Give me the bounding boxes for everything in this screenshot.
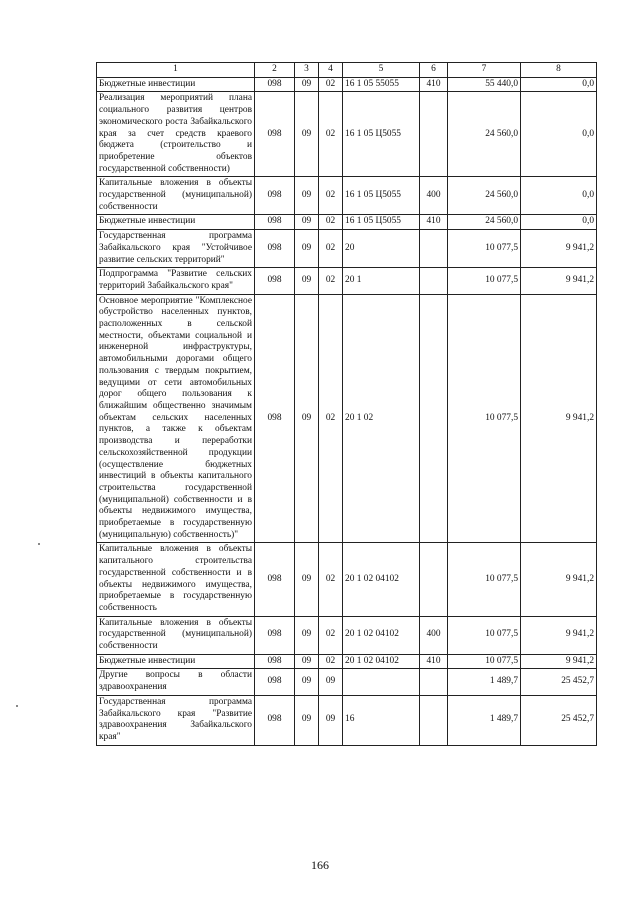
section-code-cell: 09 — [295, 77, 319, 92]
expense-type-cell — [420, 294, 448, 543]
column-number: 6 — [420, 63, 448, 78]
admin-code-cell: 098 — [255, 230, 295, 268]
row-name-cell: Капитальные вложения в объекты капитального строительства государственной собственности и в объекты недвижимого имущества, приобретаемые в государственную собственность — [97, 543, 255, 616]
target-article-cell: 20 1 02 — [343, 294, 420, 543]
amount-year2-cell: 25 452,7 — [521, 695, 597, 745]
admin-code-cell: 098 — [255, 294, 295, 543]
amount-year2-cell: 9 941,2 — [521, 543, 597, 616]
amount-year2-cell: 0,0 — [521, 177, 597, 215]
amount-year1-cell: 24 560,0 — [448, 92, 521, 177]
subsection-code-cell: 02 — [319, 77, 343, 92]
amount-year1-cell: 10 077,5 — [448, 616, 521, 654]
expense-type-cell: 410 — [420, 77, 448, 92]
row-name-cell: Основное мероприятие "Комплексное обустройство населенных пунктов, расположенных в сельской местности, объектами социальной и инженерной инфраструктуры, автомобильными дорогами общего пользования с твердым покрытием, ведущими от сети автомобильных дорог общего пользования к ближайшим общественно значимым объектам сельских населенных пунктов, а также к объектам производства и переработки сельскохозяйственной продукции (осуществление бюджетных инвестиций в объекты капитального строительства государственной (муниципальной) собственности и в объекты недвижимого имущества, приобретаемые в государственную (муниципальную) собственность)" — [97, 294, 255, 543]
column-number: 5 — [343, 63, 420, 78]
row-name-cell: Бюджетные инвестиции — [97, 215, 255, 230]
scan-mark — [16, 705, 18, 707]
table-row — [97, 616, 597, 654]
column-number: 1 — [97, 63, 255, 78]
column-number: 8 — [521, 63, 597, 78]
row-name-cell: Капитальные вложения в объекты государственной (муниципальной) собственности — [97, 616, 255, 654]
admin-code-cell: 098 — [255, 177, 295, 215]
subsection-code-cell: 09 — [319, 695, 343, 745]
section-code-cell: 09 — [295, 695, 319, 745]
subsection-code-cell: 02 — [319, 654, 343, 669]
subsection-code-cell: 02 — [319, 92, 343, 177]
column-number: 7 — [448, 63, 521, 78]
amount-year1-cell: 1 489,7 — [448, 669, 521, 695]
row-name-cell: Бюджетные инвестиции — [97, 77, 255, 92]
amount-year2-cell: 0,0 — [521, 215, 597, 230]
subsection-code-cell: 09 — [319, 669, 343, 695]
target-article-cell: 16 1 05 Ц5055 — [343, 92, 420, 177]
amount-year2-cell: 9 941,2 — [521, 230, 597, 268]
admin-code-cell: 098 — [255, 543, 295, 616]
amount-year1-cell: 10 077,5 — [448, 654, 521, 669]
section-code-cell: 09 — [295, 294, 319, 543]
row-name-cell: Бюджетные инвестиции — [97, 654, 255, 669]
subsection-code-cell: 02 — [319, 230, 343, 268]
target-article-cell: 20 1 02 04102 — [343, 616, 420, 654]
section-code-cell: 09 — [295, 268, 319, 294]
amount-year2-cell: 0,0 — [521, 92, 597, 177]
subsection-code-cell: 02 — [319, 543, 343, 616]
amount-year2-cell: 0,0 — [521, 77, 597, 92]
admin-code-cell: 098 — [255, 669, 295, 695]
table-row — [97, 77, 597, 92]
expense-type-cell — [420, 230, 448, 268]
amount-year2-cell: 9 941,2 — [521, 654, 597, 669]
row-name-cell: Подпрограмма "Развитие сельских территорий Забайкальского края" — [97, 268, 255, 294]
amount-year1-cell: 24 560,0 — [448, 215, 521, 230]
subsection-code-cell: 02 — [319, 177, 343, 215]
amount-year1-cell: 10 077,5 — [448, 294, 521, 543]
table-row — [97, 294, 597, 543]
section-code-cell: 09 — [295, 543, 319, 616]
expense-type-cell — [420, 543, 448, 616]
table-row — [97, 654, 597, 669]
amount-year1-cell: 24 560,0 — [448, 177, 521, 215]
row-name-cell: Государственная программа Забайкальского края "Устойчивое развитие сельских территорий" — [97, 230, 255, 268]
table-row — [97, 669, 597, 695]
row-name-cell: Капитальные вложения в объекты государственной (муниципальной) собственности — [97, 177, 255, 215]
column-number: 4 — [319, 63, 343, 78]
admin-code-cell: 098 — [255, 77, 295, 92]
target-article-cell: 20 1 02 04102 — [343, 543, 420, 616]
table-row — [97, 543, 597, 616]
table-row — [97, 215, 597, 230]
section-code-cell: 09 — [295, 654, 319, 669]
section-code-cell: 09 — [295, 616, 319, 654]
section-code-cell: 09 — [295, 230, 319, 268]
amount-year1-cell: 1 489,7 — [448, 695, 521, 745]
admin-code-cell: 098 — [255, 92, 295, 177]
table-row — [97, 92, 597, 177]
expense-type-cell — [420, 268, 448, 294]
column-number: 2 — [255, 63, 295, 78]
subsection-code-cell: 02 — [319, 616, 343, 654]
target-article-cell — [343, 669, 420, 695]
table-row — [97, 268, 597, 294]
section-code-cell: 09 — [295, 177, 319, 215]
admin-code-cell: 098 — [255, 215, 295, 230]
target-article-cell: 16 — [343, 695, 420, 745]
row-name-cell: Государственная программа Забайкальского края "Развитие здравоохранения Забайкальского края" — [97, 695, 255, 745]
table-row — [97, 230, 597, 268]
expense-type-cell: 400 — [420, 616, 448, 654]
target-article-cell: 20 1 02 04102 — [343, 654, 420, 669]
budget-table — [96, 62, 597, 746]
table-row — [97, 695, 597, 745]
row-name-cell: Другие вопросы в области здравоохранения — [97, 669, 255, 695]
section-code-cell: 09 — [295, 669, 319, 695]
expense-type-cell — [420, 92, 448, 177]
amount-year2-cell: 9 941,2 — [521, 268, 597, 294]
admin-code-cell: 098 — [255, 616, 295, 654]
target-article-cell: 16 1 05 55055 — [343, 77, 420, 92]
admin-code-cell: 098 — [255, 695, 295, 745]
section-code-cell: 09 — [295, 92, 319, 177]
expense-type-cell: 400 — [420, 177, 448, 215]
amount-year1-cell: 10 077,5 — [448, 268, 521, 294]
row-name-cell: Реализация мероприятий плана социального развития центров экономического роста Забайкальского края за счет средств краевого бюджета (строительство и приобретение объектов государственной собственности) — [97, 92, 255, 177]
column-number: 3 — [295, 63, 319, 78]
subsection-code-cell: 02 — [319, 268, 343, 294]
amount-year2-cell: 25 452,7 — [521, 669, 597, 695]
table-body — [97, 63, 597, 746]
page-number: 166 — [311, 858, 329, 872]
scan-mark — [38, 543, 40, 545]
target-article-cell: 16 1 05 Ц5055 — [343, 177, 420, 215]
subsection-code-cell: 02 — [319, 215, 343, 230]
amount-year2-cell: 9 941,2 — [521, 616, 597, 654]
section-code-cell: 09 — [295, 215, 319, 230]
amount-year1-cell: 10 077,5 — [448, 543, 521, 616]
target-article-cell: 20 — [343, 230, 420, 268]
table-row — [97, 177, 597, 215]
admin-code-cell: 098 — [255, 654, 295, 669]
target-article-cell: 20 1 — [343, 268, 420, 294]
column-number-row — [97, 63, 597, 78]
expense-type-cell — [420, 695, 448, 745]
subsection-code-cell: 02 — [319, 294, 343, 543]
target-article-cell: 16 1 05 Ц5055 — [343, 215, 420, 230]
expense-type-cell — [420, 669, 448, 695]
admin-code-cell: 098 — [255, 268, 295, 294]
amount-year1-cell: 10 077,5 — [448, 230, 521, 268]
amount-year2-cell: 9 941,2 — [521, 294, 597, 543]
expense-type-cell: 410 — [420, 215, 448, 230]
amount-year1-cell: 55 440,0 — [448, 77, 521, 92]
expense-type-cell: 410 — [420, 654, 448, 669]
